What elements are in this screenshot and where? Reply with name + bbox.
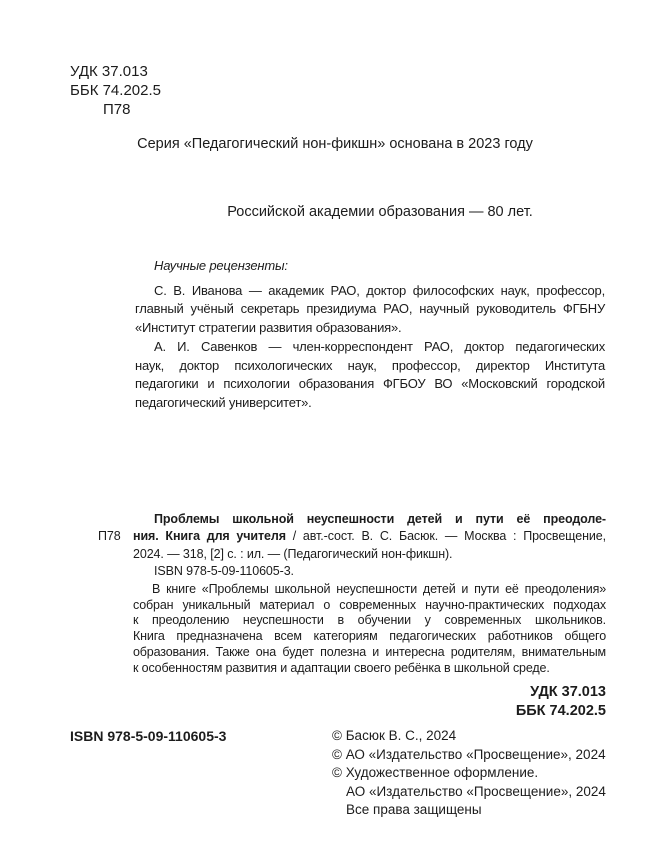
reviewer-text-line: А. И. Савенков — член-корреспондент РАО, доктор педагогических [154, 338, 605, 354]
copyright-line: АО «Издательство «Просвещение», 2024 [346, 783, 606, 799]
author-sign: П78 [103, 101, 131, 118]
annotation-paragraph [133, 582, 606, 676]
reviewers-section [135, 257, 605, 413]
annotation-text-line: В книге «Проблемы школьной неуспешности детей и пути её преодоления» [152, 582, 606, 596]
udk-code: УДК 37.013 [70, 63, 148, 80]
record-title-line2: ния. Книга для учителя [133, 529, 286, 544]
reviewers-heading: Научные рецензенты: [154, 258, 288, 273]
copyright-block [332, 727, 606, 820]
reviewer-text-line: главный учёный секретарь президиума РАО, научный руководитель ФГБНУ [135, 301, 605, 317]
bibliographic-record [98, 511, 606, 581]
classification-codes-bottom [133, 683, 606, 720]
record-imprint: / авт.-сост. В. С. Басюк. — Москва : Просвещение, [292, 529, 606, 544]
bbk-code: ББК 74.202.5 [70, 82, 161, 99]
reviewer-text-line: педагогический университет». [135, 394, 312, 410]
reviewer-text-line: наук, доктор психологических наук, профессор, директор Института [135, 357, 605, 373]
annotation-text-line: Книга предназначена всем категориям педагогических работников общего [133, 629, 606, 644]
bbk-code-bottom: ББК 74.202.5 [515, 702, 606, 719]
copyright-line: © Басюк В. С., 2024 [332, 728, 457, 743]
reviewer-text-line: «Институт стратегии развития образования». [135, 320, 402, 336]
copyright-line: © АО «Издательство «Просвещение», 2024 [332, 746, 606, 762]
reviewer-paragraph [135, 282, 605, 338]
record-title-line1: Проблемы школьной неуспешности детей и пути её преодоле- [154, 512, 606, 526]
annotation-text-line: образования. Также она будет полезна и интересна родителям, внимательным [133, 644, 606, 659]
record-collation: 2024. — 318, [2] с. : ил. — (Педагогический нон-фикшн). [133, 546, 453, 561]
record-isbn: ISBN 978-5-09-110605-3. [154, 564, 294, 579]
classification-codes-top [70, 62, 161, 119]
isbn-footer: ISBN 978-5-09-110605-3 [70, 728, 227, 744]
reviewer-paragraph [135, 338, 605, 413]
record-author-sign: П78 [98, 529, 121, 544]
udk-code-bottom: УДК 37.013 [530, 684, 606, 700]
series-note: Серия «Педагогический нон-фикшн» основана в 2023 году [137, 136, 533, 152]
annotation-text-line: собран уникальный материал о современных научно-практических подходах [133, 597, 606, 612]
annotation-text-line: к преодолению неуспешности в обучении у современных школьников. [133, 613, 606, 628]
dedication-line: Российской академии образования — 80 лет. [227, 204, 533, 220]
copyright-line: Все права защищены [346, 802, 482, 818]
reviewer-text-line: педагогики и психологии образования ФГБОУ ВО «Московский городской [135, 376, 605, 392]
record-line2 [98, 528, 606, 545]
annotation-text-line: к особенностям развития и адаптации своего ребёнка в школьной среде. [133, 660, 550, 675]
reviewer-text-line: С. В. Иванова — академик РАО, доктор философских наук, профессор, [154, 282, 605, 298]
copyright-line: © Художественное оформление. [332, 765, 539, 781]
